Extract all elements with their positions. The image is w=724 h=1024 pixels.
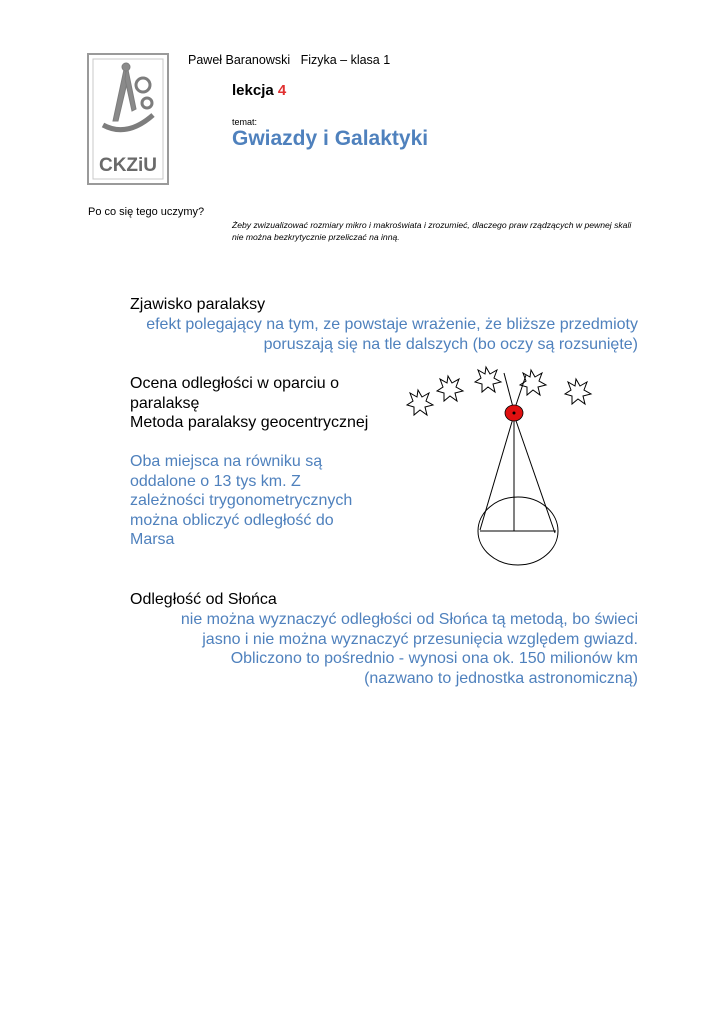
- lesson-label: lekcja 4: [232, 82, 287, 99]
- parallax-definition: efekt polegający na tym, ze powstaje wrażenie, że bliższe przedmioty poruszają się na tle dalszych (bo oczy są rozsunięte): [146, 316, 638, 353]
- explanation-line: Marsa: [130, 531, 175, 548]
- star-icons: [407, 367, 591, 415]
- star-icon: [475, 367, 501, 392]
- distance-heading-line1: Ocena odległości w oparciu o: [130, 375, 340, 392]
- logo-text: CKZiU: [98, 155, 158, 176]
- explanation-line: oddalone o 13 tys km. Z: [130, 472, 301, 490]
- ckziu-logo: [87, 53, 169, 185]
- star-icon: [437, 376, 463, 401]
- why-answer: Żeby zwizualizować rozmiary mikro i makroświata i zrozumieć, dlaczego praw rządzących w pewnej skali nie można bezkrytycznie przeliczać na inną.: [232, 220, 632, 242]
- sight-lines: [480, 373, 556, 533]
- sun-line: (nazwano to jednostka astronomiczną): [364, 669, 638, 687]
- page-title: Gwiazdy i Galaktyki: [232, 127, 429, 150]
- star-icon: [407, 390, 433, 415]
- star-icon: [565, 379, 591, 404]
- distance-heading-line2: paralaksę: [130, 394, 200, 412]
- explanation-line: Oba miejsca na równiku są: [130, 453, 323, 470]
- sun-line: nie można wyznaczyć odległości od Słońca tą metodą, bo świeci: [180, 611, 638, 628]
- sun-line: Obliczono to pośrednio - wynosi ona ok. 150 milionów km: [230, 650, 638, 667]
- lesson-number: 4: [277, 82, 287, 99]
- author-name: Paweł Baranowski: [188, 53, 291, 67]
- sun-explanation: [130, 610, 638, 688]
- document-header: [188, 53, 390, 67]
- parallax-heading: Zjawisko paralaksy: [130, 296, 266, 313]
- topic-label: temat:: [232, 117, 258, 127]
- why-question: Po co się tego uczymy?: [88, 206, 205, 218]
- distance-heading: [130, 374, 390, 433]
- parallax-diagram: [400, 365, 600, 570]
- parallax-diagram-graphic: [400, 365, 600, 570]
- sun-line: jasno i nie można wyznaczyć przesunięcia względem gwiazd.: [202, 630, 638, 648]
- explanation-line: zależności trygonometrycznych: [130, 492, 353, 509]
- sun-heading: Odległość od Słońca: [130, 591, 277, 608]
- logo-graphic: [87, 53, 169, 185]
- explanation-line: można obliczyć odległość do: [130, 511, 334, 529]
- method-name: Metoda paralaksy geocentrycznej: [130, 414, 369, 431]
- subject-label: Fizyka – klasa 1: [300, 53, 391, 67]
- distance-explanation: [130, 452, 380, 550]
